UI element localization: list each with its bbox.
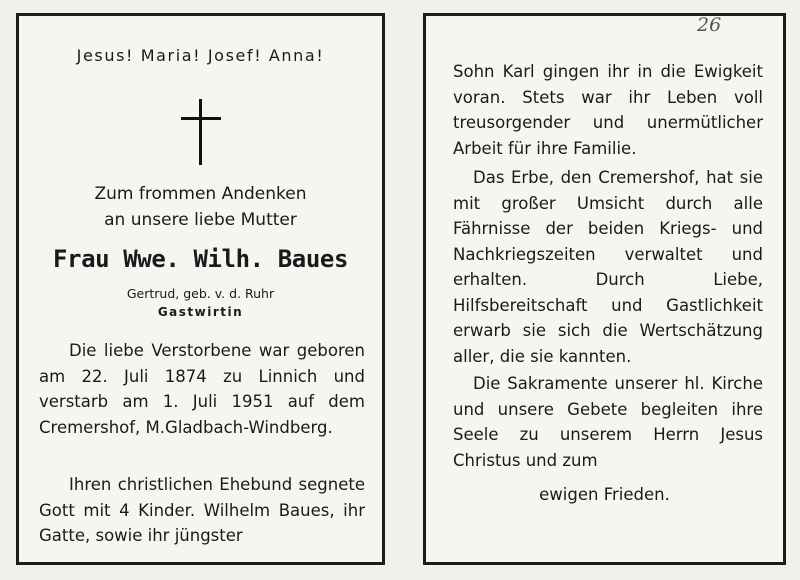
inheritance-paragraph: Das Erbe, den Cremershof, hat sie mit großer Umsicht durch alle Fährnisse der beiden Kriegs- und Nachkriegszeiten verwaltet und erhalten. Durch Liebe, Hilfsbereitschaft und Gastlichkeit erwarb sie sich die Wertschätzung aller, die sie kannten. — [453, 168, 763, 366]
deceased-name: Frau Wwe. Wilh. Baues — [52, 245, 349, 273]
occupation: Gastwirtin — [157, 305, 244, 319]
left-panel — [16, 13, 385, 565]
marriage-paragraph: Ihren christlichen Ehebund segnete Gott mit 4 Kinder. Wilhelm Baues, ihr Gatte, sowie ihr jüngster — [39, 475, 365, 545]
birth-name: Gertrud, geb. v. d. Ruhr — [126, 286, 275, 301]
family-paragraph: Sohn Karl gingen ihr in die Ewigkeit voran. Stets war ihr Leben voll treusorgender und unermütlicher Arbeit für ihre Familie. — [453, 62, 763, 158]
life-dates-paragraph: Die liebe Verstorbene war geboren am 22. Juli 1874 zu Linnich und verstarb am 1. Juli 1951 auf dem Cremershof, M.Gladbach-Windberg. — [39, 341, 365, 437]
intro-line-1: Zum frommen Andenken — [94, 184, 307, 204]
prayer-header: Jesus! Maria! Josef! Anna! — [76, 46, 325, 65]
cross-icon — [181, 99, 221, 165]
prayer-paragraph: Die Sakramente unserer hl. Kirche und unsere Gebete begleiten ihre Seele zu unserem Herrn Jesus Christus und zum — [453, 374, 763, 470]
intro-line-2: an unsere liebe Mutter — [104, 210, 297, 230]
right-panel — [423, 13, 786, 565]
closing-line: ewigen Frieden. — [539, 485, 670, 504]
handwritten-number: 26 — [697, 14, 722, 36]
